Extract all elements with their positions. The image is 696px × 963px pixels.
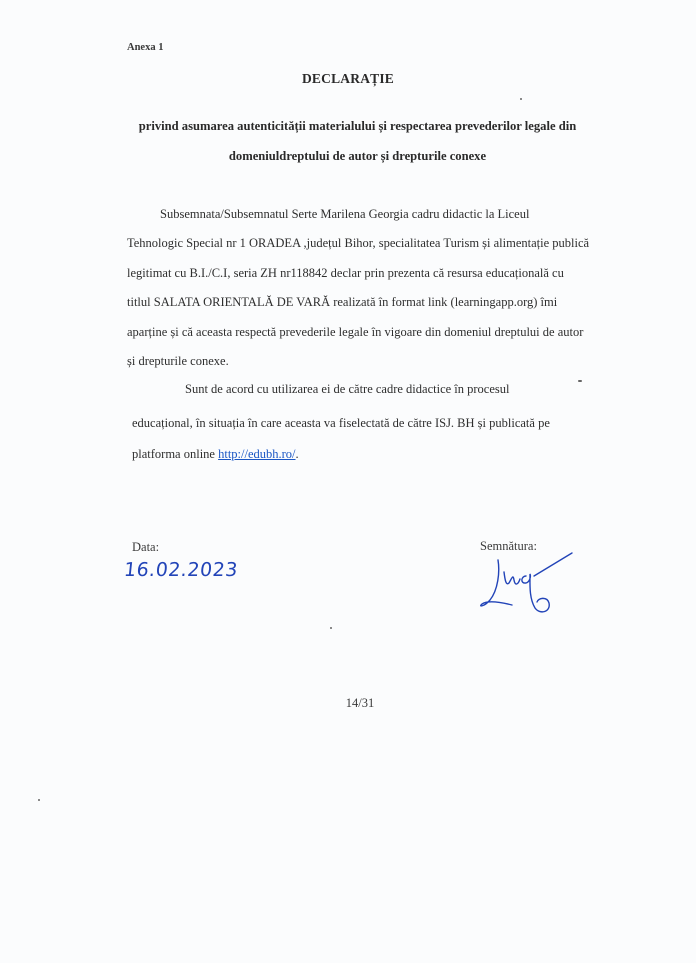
subtitle-line-1: privind asumarea autenticității materialului și respectarea prevederilor legale din (138, 119, 577, 133)
body-line: Sunt de acord cu utilizarea ei de către cadre didactice în procesul (185, 382, 510, 396)
speck (520, 98, 522, 100)
link-prefix: platforma online (132, 447, 219, 461)
speck (38, 799, 40, 801)
speck (578, 380, 582, 382)
body-line: și drepturile conexe. (127, 354, 229, 368)
speck (330, 627, 332, 629)
document-title: DECLARAȚIE (301, 71, 395, 86)
body-line: educațional, în situația în care aceasta va fiselectată de către ISJ. BH și publicată pe (132, 416, 550, 430)
body-line: titlul SALATA ORIENTALĂ DE VARĂ realizată în format link (learningapp.org) îmi (127, 295, 558, 309)
body-line: Tehnologic Special nr 1 ORADEA ,județul Bihor, specialitatea Turism și alimentație publică (127, 236, 590, 250)
edubh-link[interactable]: http://edubh.ro/ (218, 447, 296, 461)
handwritten-date: 16.02.2023 (122, 559, 239, 581)
body-line: legitimat cu B.I./C.I, seria ZH nr118842 declar prin prezenta că resursa educațională cu (127, 266, 564, 280)
annex-label: Anexa 1 (127, 42, 164, 53)
date-label: Data: (132, 540, 160, 554)
handwritten-signature (476, 550, 576, 620)
link-suffix: . (295, 447, 299, 461)
page-number: 14/31 (345, 696, 375, 710)
subtitle-line-2: domeniuldreptului de autor și drepturile conexe (228, 149, 487, 163)
body-line: Subsemnata/Subsemnatul Serte Marilena Georgia cadru didactic la Liceul (160, 207, 530, 221)
body-line-with-link (132, 447, 299, 462)
body-line: aparține și că aceasta respectă prevederile legale în vigoare din domeniul dreptului de autor (127, 325, 584, 339)
signature-label: Semnătura: (480, 539, 537, 553)
